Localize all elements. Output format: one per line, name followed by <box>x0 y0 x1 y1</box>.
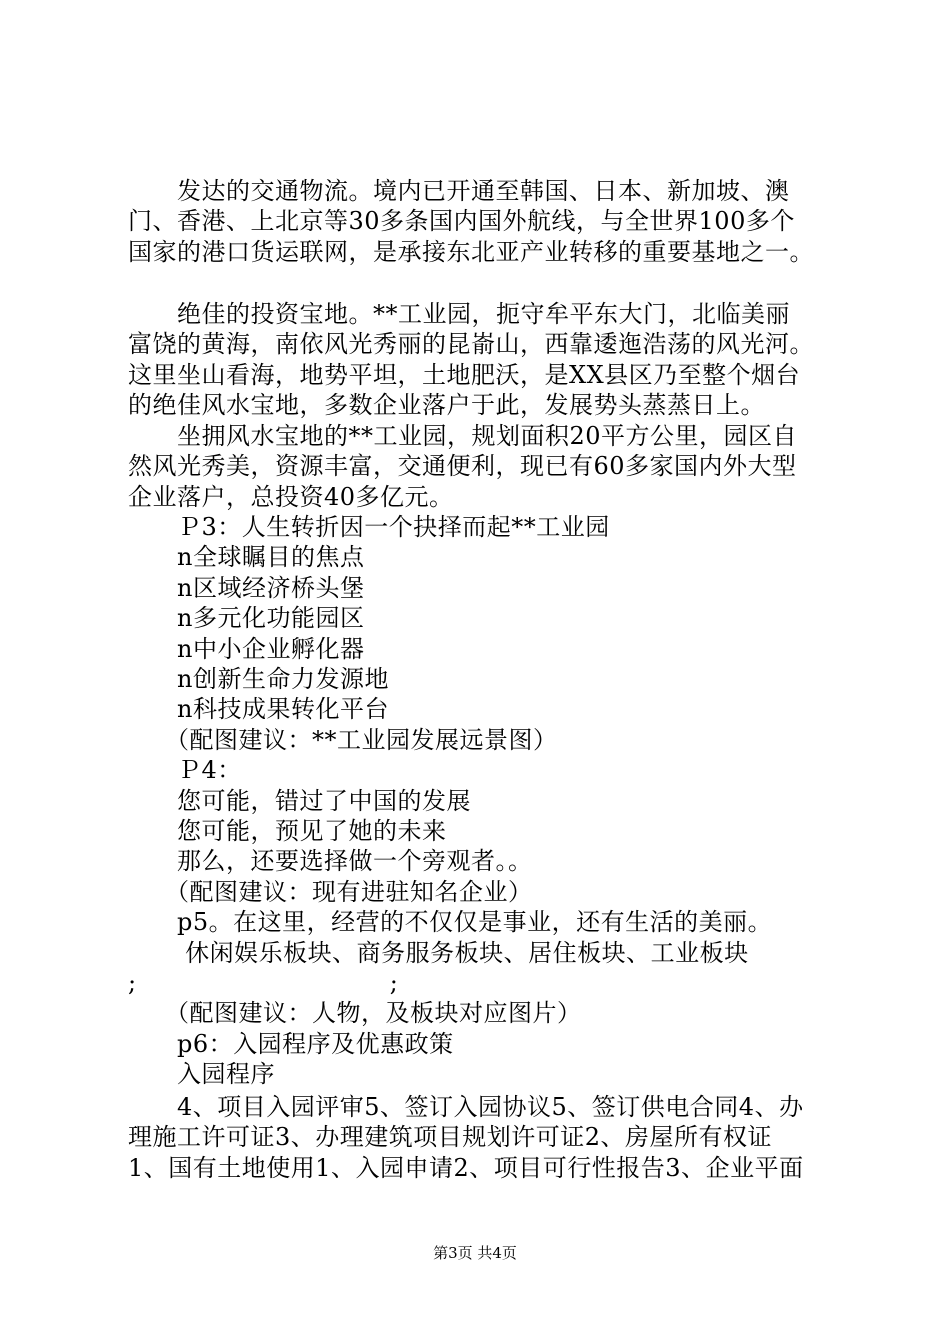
section-line: p6：入园程序及优惠政策 <box>128 1029 454 1058</box>
section-line: Ｐ3：人生转折因一个抉择而起**工业园 <box>128 513 610 541</box>
section-line: （配图建议：**工业园发展远景图） <box>128 725 558 754</box>
section-line: ; ; <box>128 969 399 997</box>
section-line: n创新生命力发源地 <box>128 665 389 693</box>
section-line: n多元化功能园区 <box>128 604 365 633</box>
section-line: n科技成果转化平台 <box>128 695 389 724</box>
paragraph-investment: 这里坐山看海，地势平坦，土地肥沃，是XX县区乃至整个烟台 <box>128 360 801 389</box>
paragraph-entry-procedure: 理施工许可证3、办理建筑项目规划许可证2、房屋所有权证 <box>128 1123 773 1152</box>
paragraph-investment: 的绝佳风水宝地，多数企业落户于此，发展势头蒸蒸日上。 <box>128 391 765 420</box>
section-line: （配图建议：现有进驻知名企业） <box>128 877 533 906</box>
paragraph-investment: 绝佳的投资宝地。**工业园，扼守牟平东大门，北临美丽 <box>128 300 790 328</box>
paragraph-park-overview: 企业落户，总投资40多亿元。 <box>128 482 454 511</box>
section-line: n中小企业孵化器 <box>128 634 365 663</box>
section-line: 那么，还要选择做一个旁观者。。 <box>128 847 533 876</box>
paragraph-park-overview: 坐拥风水宝地的**工业园，规划面积20平方公里，园区自 <box>128 422 798 450</box>
paragraph-investment: 富饶的黄海，南依风光秀丽的昆嵛山，西靠逶迤浩荡的风光河。 <box>128 330 814 359</box>
section-line: n全球瞩目的焦点 <box>128 543 365 572</box>
paragraph-transport: 门、香港、上北京等30多条国内国外航线，与全世界100多个 <box>128 207 795 236</box>
section-line: p5。在这里，经营的不仅仅是事业，还有生活的美丽。 <box>128 908 773 937</box>
section-line: （配图建议：人物，及板块对应图片） <box>128 999 582 1028</box>
section-line: Ｐ4： <box>128 756 242 785</box>
paragraph-transport: 国家的港口货运联网，是承接东北亚产业转移的重要基地之一。 <box>128 237 814 266</box>
page-footer: 第3页 共4页 <box>433 1244 517 1262</box>
paragraph-entry-procedure: 4、项目入园评审5、签订入园协议5、签订供电合同4、办 <box>128 1093 804 1121</box>
section-line: 您可能，预见了她的未来 <box>128 817 447 845</box>
paragraph-entry-procedure: 1、国有土地使用1、入园申请2、项目可行性报告3、企业平面 <box>128 1153 804 1182</box>
paragraph-park-overview: 然风光秀美，资源丰富，交通便利，现已有60多家国内外大型 <box>128 452 797 481</box>
section-line: 您可能，错过了中国的发展 <box>128 786 471 815</box>
section-line: n区域经济桥头堡 <box>128 573 365 602</box>
section-line: 休闲娱乐板块、商务服务板块、居住板块、工业板块 <box>128 938 749 967</box>
section-line: 入园程序 <box>128 1060 275 1089</box>
paragraph-transport: 发达的交通物流。境内已开通至韩国、日本、新加坡、澳 <box>128 177 790 205</box>
